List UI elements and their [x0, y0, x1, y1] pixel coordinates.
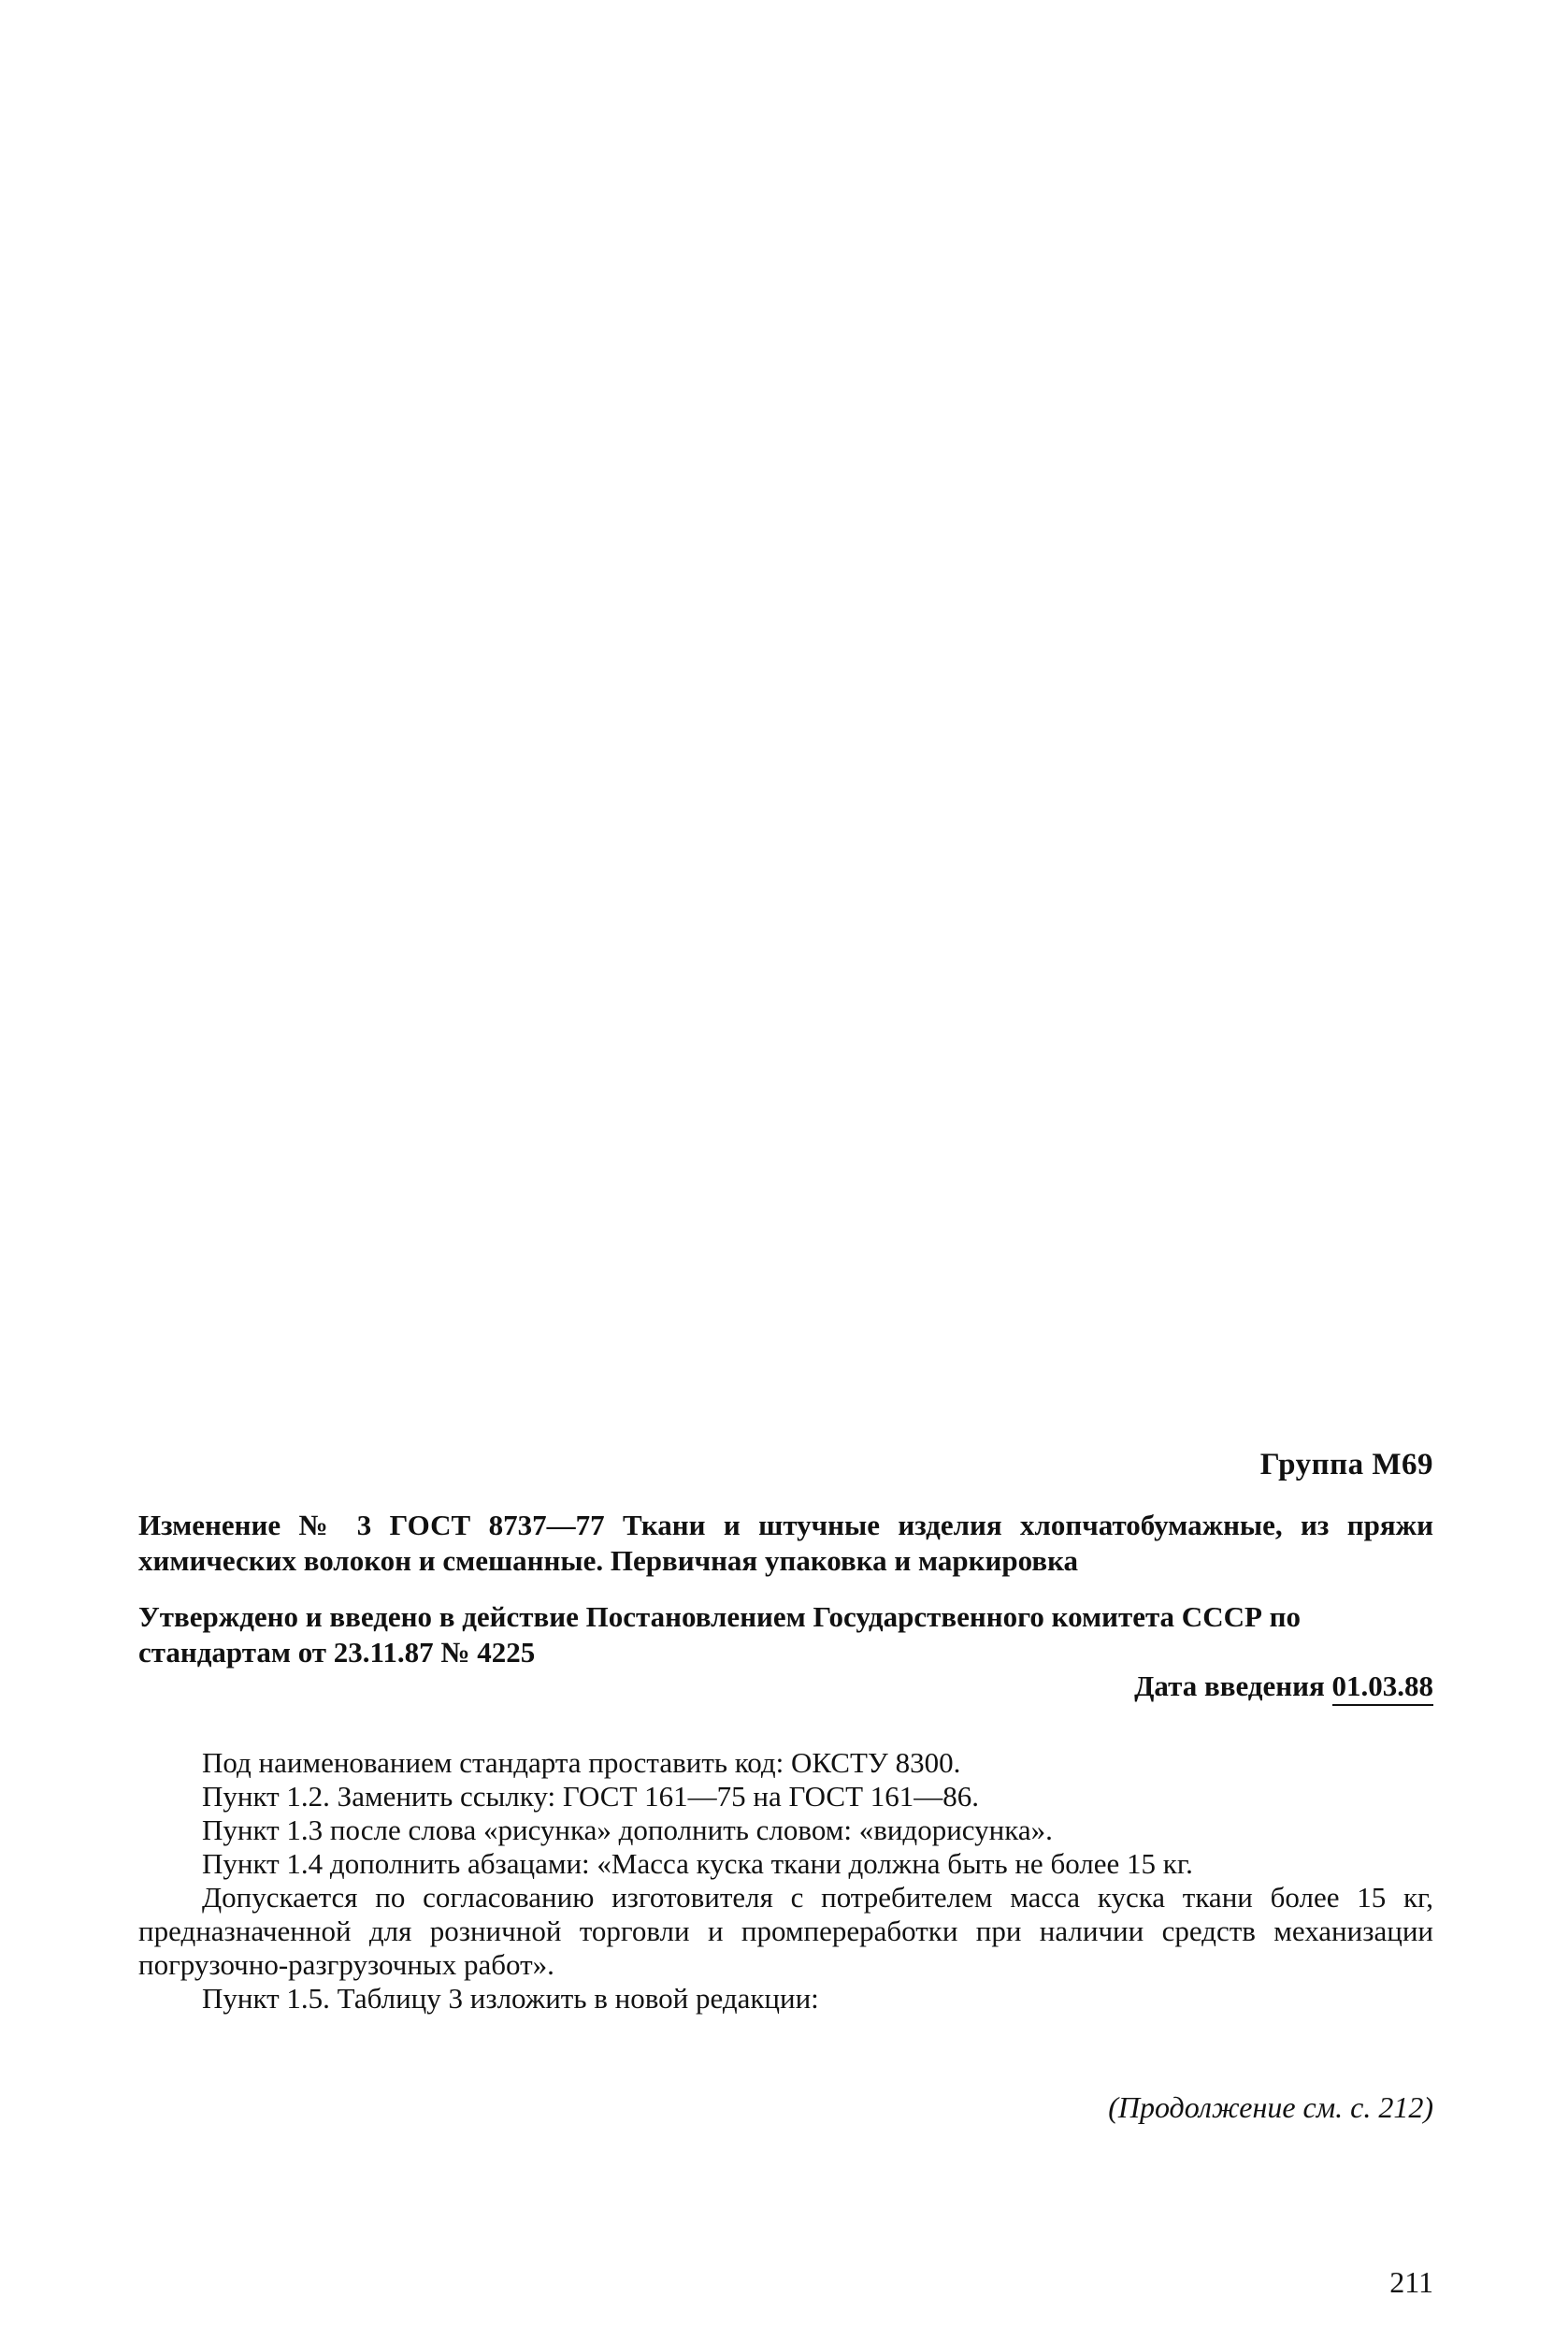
- effective-date-line: [935, 1669, 1433, 1704]
- page-number: 211: [1389, 2265, 1433, 2299]
- body-paragraph: Допускается по согласованию изготовителя с потребителем масса куска ткани более 15 кг, предназначенной для розничной торговли и промпереработки при наличии средств механизации погрузочно-разгрузочных работ».: [138, 1881, 1433, 1981]
- continuation-note: (Продолжение см. с. 212): [1108, 2090, 1433, 2124]
- effective-date-value: 01.03.88: [1332, 1669, 1434, 1706]
- amendment-title: Изменение № 3 ГОСТ 8737—77 Ткани и штучные изделия хлопчатобумажные, из пряжи химических волокон и смешанные. Первичная упаковка и маркировка: [138, 1509, 1433, 1577]
- body-paragraph: Пункт 1.4 дополнить абзацами: «Масса куска ткани должна быть не более 15 кг.: [202, 1847, 1193, 1880]
- group-label: Группа М69: [1259, 1448, 1433, 1481]
- approval-statement: Утверждено и введено в действие Постановлением Государственного комитета СССР по стандартам от 23.11.87 № 4225: [138, 1600, 1302, 1669]
- amendment-body: [138, 1746, 1433, 2016]
- body-paragraph: Под наименованием стандарта проставить код: ОКСТУ 8300.: [202, 1746, 961, 1779]
- body-paragraph: Пункт 1.2. Заменить ссылку: ГОСТ 161—75 на ГОСТ 161—86.: [202, 1780, 980, 1813]
- body-paragraph: Пункт 1.3 после слова «рисунка» дополнить словом: «видорисунка».: [202, 1814, 1053, 1846]
- body-paragraph: Пункт 1.5. Таблицу 3 изложить в новой редакции:: [202, 1982, 819, 2015]
- effective-date-label: Дата введения: [1134, 1669, 1325, 1702]
